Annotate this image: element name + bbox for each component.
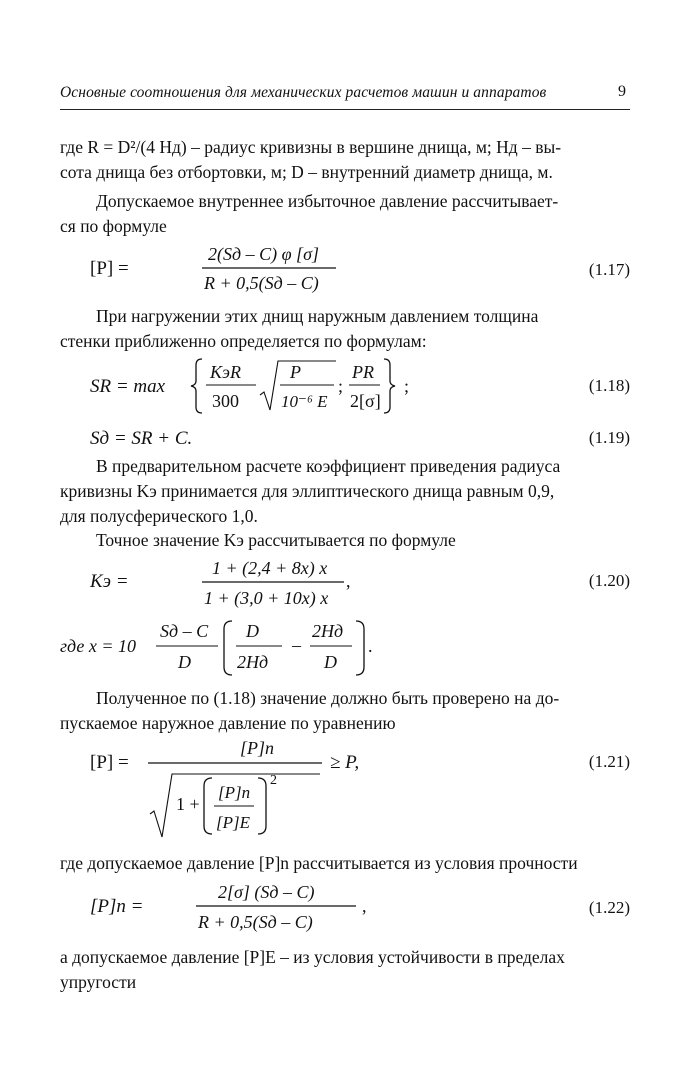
eq-x-f2-num: D — [246, 621, 259, 641]
eq-1-18-term3-num: PR — [352, 362, 374, 382]
eq-1-17-number: (1.17) — [588, 260, 630, 279]
eq-1-20-lhs: Kэ = — [90, 571, 129, 592]
eq-x-f3-den: D — [324, 652, 337, 672]
paragraph-5-line-1: Точное значение Kэ рассчитывается по формуле — [96, 530, 456, 550]
running-header-title: Основные соотношения для механических расчетов машин и аппаратов — [60, 84, 547, 101]
eq-1-21-rhs: ≥ P, — [330, 752, 360, 773]
paragraph-1-line-2: сота днища без отбортовки, м; D – внутренний диаметр днища, м. — [60, 162, 553, 182]
eq-x-left-paren — [224, 621, 232, 675]
eq-1-18-sqrt-num: P — [290, 362, 301, 382]
paragraph-4-line-3: для полусферического 1,0. — [60, 506, 258, 526]
eq-1-18-sqrt-den: 10⁻⁶ E — [281, 392, 328, 411]
paragraph-8-line-2: упругости — [60, 972, 137, 992]
paragraph-4-line-2: кривизны Kэ принимается для эллиптического днища равным 0,9, — [60, 481, 555, 501]
eq-1-21-inner-den: [P]E — [216, 813, 250, 832]
svg-text:,: , — [362, 896, 367, 916]
eq-x-f1-num: Sд – C — [160, 621, 209, 641]
paragraph-3-line-1: При нагружении этих днищ наружным давлением толщина — [96, 306, 539, 326]
equation-1-22 — [60, 876, 630, 938]
svg-text:–: – — [292, 635, 301, 655]
running-header — [60, 84, 630, 108]
svg-text:,: , — [346, 571, 351, 591]
page-number: 9 — [618, 83, 626, 100]
paragraph-2-line-1: Допускаемое внутреннее избыточное давление рассчитывает- — [96, 191, 559, 211]
eq-1-18-term1-num: KэR — [210, 362, 241, 382]
paragraph-3-line-2: стенки приближенно определяется по формулам: — [60, 331, 427, 351]
paragraph-4-line-1: В предварительном расчете коэффициент приведения радиуса — [96, 456, 561, 476]
svg-text:;: ; — [404, 376, 410, 396]
eq-1-21-inner-num: [P]n — [218, 783, 251, 802]
eq-x-lhs: где x = 10 — [60, 636, 136, 656]
eq-1-21-exponent: 2 — [270, 773, 277, 788]
svg-text:.: . — [368, 636, 373, 656]
paragraph-7-line-1: где допускаемое давление [P]n рассчитывается из условия прочности — [60, 853, 578, 873]
eq-x-f3-num: 2Hд — [312, 621, 344, 641]
equation-1-19 — [60, 424, 630, 454]
eq-x-right-paren — [356, 621, 364, 675]
eq-1-22-denominator: R + 0,5(Sд – C) — [198, 912, 313, 932]
eq-x-f1-den: D — [178, 652, 191, 672]
eq-1-19-text: Sд = SR + C. — [90, 428, 193, 449]
eq-1-19-number: (1.19) — [588, 428, 630, 447]
eq-1-17-lhs: [P] = — [90, 258, 129, 279]
eq-1-18-term3-den: 2[σ] — [350, 391, 381, 411]
equation-1-20 — [60, 553, 630, 615]
paragraph-2-line-2: ся по формуле — [60, 216, 167, 236]
eq-1-22-number: (1.22) — [588, 898, 630, 917]
eq-1-18-term1-den: 300 — [212, 391, 239, 411]
equation-x — [60, 617, 630, 679]
header-rule — [60, 109, 630, 110]
paragraph-1-line-1: где R = D²/(4 Hд) – радиус кривизны в вершине днища, м; Hд – вы- — [60, 137, 562, 157]
eq-1-20-numerator: 1 + (2,4 + 8x) x — [212, 558, 328, 578]
eq-1-21-numerator: [P]n — [240, 738, 275, 758]
eq-1-20-number: (1.20) — [588, 571, 630, 590]
eq-1-17-denominator: R + 0,5(Sд – C) — [204, 273, 319, 293]
eq-x-f2-den: 2Hд — [237, 652, 269, 672]
eq-1-22-numerator: 2[σ] (Sд – C) — [218, 882, 315, 902]
eq-1-21-lhs: [P] = — [90, 752, 129, 773]
equation-1-18 — [60, 355, 630, 417]
eq-1-22-lhs: [P]n = — [90, 896, 144, 917]
equation-1-17 — [60, 237, 630, 299]
svg-text:;: ; — [338, 376, 344, 396]
equation-1-21 — [60, 734, 630, 842]
paragraph-8-line-1: а допускаемое давление [P]E – из условия устойчивости в пределах — [60, 947, 565, 967]
eq-1-21-number: (1.21) — [588, 752, 630, 771]
eq-1-20-denominator: 1 + (3,0 + 10x) x — [204, 588, 329, 608]
paragraph-6-line-1: Полученное по (1.18) значение должно быть проверено на до- — [96, 688, 560, 708]
eq-1-17-numerator: 2(Sд – C) φ [σ] — [208, 244, 319, 264]
eq-1-18-lhs: SR = max — [90, 376, 166, 397]
eq-1-18-left-brace — [191, 359, 202, 413]
paragraph-6-line-2: пускаемое наружное давление по уравнению — [60, 713, 396, 733]
eq-1-18-number: (1.18) — [588, 376, 630, 395]
eq-1-18-right-brace — [384, 359, 395, 413]
svg-text:1 +: 1 + — [176, 794, 200, 814]
